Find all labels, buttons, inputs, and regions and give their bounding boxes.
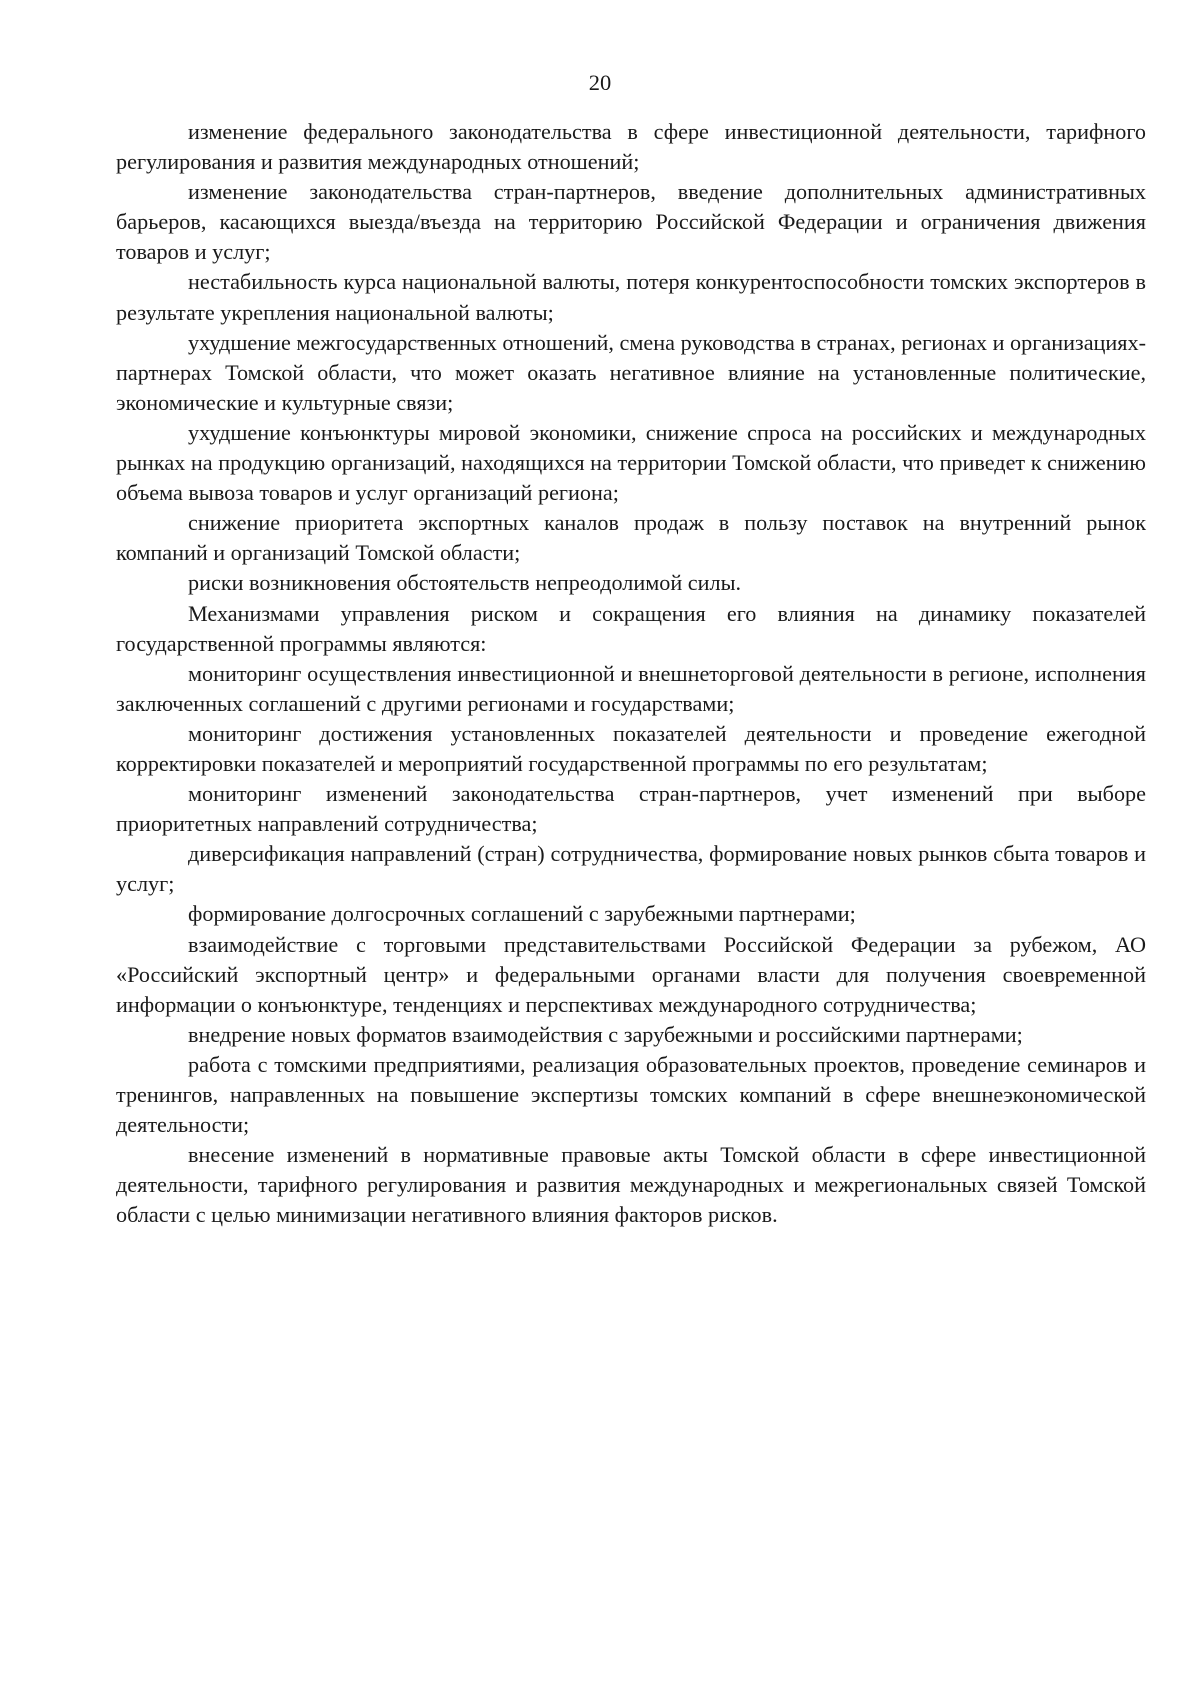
paragraph-measure-diversification: диверсификация направлений (стран) сотрудничества, формирование новых рынков сбыта товаров и услуг; [116, 841, 1146, 897]
paragraph-risk-partner-legislation: изменение законодательства стран-партнеров, введение дополнительных административных барьеров, касающихся выезда/въезда на территорию Российской Федерации и ограничения движения товаров и услуг; [116, 179, 1146, 265]
page-number: 20 [588, 70, 612, 95]
paragraph-risk-export-priority: снижение приоритета экспортных каналов продаж в пользу поставок на внутренний рынок компаний и организаций Томской области; [116, 510, 1146, 566]
paragraph-measure-long-term-agreements: формирование долгосрочных соглашений с зарубежными партнерами; [188, 901, 856, 927]
paragraph-measure-monitoring-indicators: мониторинг достижения установленных показателей деятельности и проведение ежегодной корректировки показателей и мероприятий государственной программы по его результатам; [116, 720, 1146, 776]
paragraph-measure-trade-missions: взаимодействие с торговыми представительствами Российской Федерации за рубежом, АО «Российский экспортный центр» и федеральными органами власти для получения своевременной информации о конъюнктуре, тенденциях и перспективах международного сотрудничества; [116, 931, 1146, 1017]
paragraph-risk-federal-legislation: изменение федерального законодательства в сфере инвестиционной деятельности, тарифного регулирования и развития международных отношений; [116, 119, 1146, 175]
paragraph-measure-monitoring-legislation: мониторинг изменений законодательства стран-партнеров, учет изменений при выборе приоритетных направлений сотрудничества; [116, 781, 1146, 837]
paragraph-measure-enterprise-work: работа с томскими предприятиями, реализация образовательных проектов, проведение семинаров и тренингов, направленных на повышение экспертизы томских компаний в сфере внешнеэкономической деятельности; [116, 1051, 1146, 1138]
paragraph-risk-management-intro: Механизмами управления риском и сокращения его влияния на динамику показателей государственной программы являются: [116, 600, 1146, 656]
paragraph-risk-interstate-relations: ухудшение межгосударственных отношений, смена руководства в странах, регионах и организациях-партнерах Томской области, что может оказать негативное влияние на установленные политические, экономические и культурные связи; [116, 329, 1146, 415]
paragraph-risk-force-majeure: риски возникновения обстоятельств непреодолимой силы. [188, 570, 742, 596]
paragraph-risk-world-economy: ухудшение конъюнктуры мировой экономики, снижение спроса на российских и международных рынках на продукцию организаций, находящихся на территории Томской области, что приведет к снижению объема вывоза товаров и услуг организаций региона; [116, 419, 1146, 506]
paragraph-measure-new-formats: внедрение новых форматов взаимодействия с зарубежными и российскими партнерами; [188, 1021, 1023, 1047]
paragraph-measure-legal-acts: внесение изменений в нормативные правовые акты Томской области в сфере инвестиционной деятельности, тарифного регулирования и развития международных и межрегиональных связей Томской области с целью минимизации негативного влияния факторов рисков. [116, 1142, 1146, 1228]
paragraph-risk-currency: нестабильность курса национальной валюты, потеря конкурентоспособности томских экспортеров в результате укрепления национальной валюты; [116, 269, 1146, 325]
document-body [116, 117, 1146, 1230]
paragraph-measure-monitoring-activity: мониторинг осуществления инвестиционной и внешнеторговой деятельности в регионе, исполнения заключенных соглашений с другими регионами и государствами; [116, 660, 1146, 716]
